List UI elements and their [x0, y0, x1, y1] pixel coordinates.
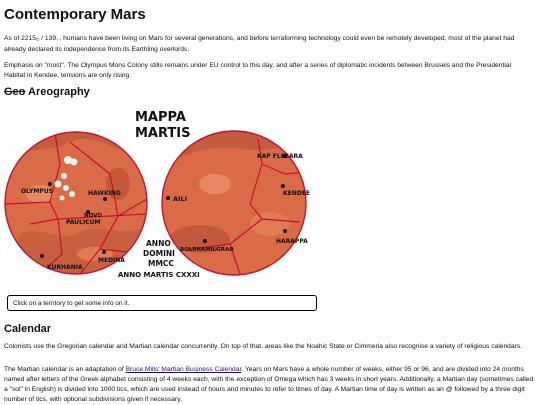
- map-date-line-1: ANNO: [146, 239, 171, 248]
- territory-kap-fleeara[interactable]: [257, 153, 303, 160]
- areography-heading: [4, 86, 90, 98]
- label-medina: MEDINA: [98, 257, 125, 264]
- map-date-line-3: MMCC: [148, 259, 174, 268]
- calendar-paragraph-1: Colonists use the Gregorian calendar and Martian calendar concurrently. On top of that, areas like the Noahic State or Cimmeria also recognise a variety of religious calendars.: [4, 343, 523, 350]
- map-title-line-2: MARTIS: [135, 126, 191, 141]
- western-hemisphere[interactable]: [5, 124, 147, 279]
- city-marker: [102, 250, 106, 254]
- intro-text-prefix: As of 2215: [4, 35, 36, 42]
- city-marker: [40, 254, 44, 258]
- intro-text-suffix: , humans have been living on Mars for several generations, and before terraforming technology could even be remotely developed, most of the planet had already declared its independence from its Earthling overlords.: [4, 35, 515, 53]
- intro-paragraph-2: Emphasis on "most". The Olympus Mons Colony stills remains under EU control to this day, and after a series of diplomatic incidents between Brussels and the Presidential Habitat in Kendee, tensions are only rising.: [4, 62, 512, 79]
- calendar-text-suffix: . Years on Mars have a whole number of weeks, either 95 or 96, and are divided into 24 months named after letters of the Greek alphabet consisting of 4 weeks each, with the exception of Omega which has 3 weeks in short years. Additionally, a Martian day (sometimes called a "sol" in English) is divided into 1000 tics, which are used instead of hours and minutes to refer to times of day. A Martian time of day is written as an @ followed by a three digit number of tics, with optional subdivisions given if necessary.: [4, 366, 534, 403]
- mars-year-symbol: ♂: [56, 37, 60, 42]
- map-title-line-1: MAPPA: [135, 110, 186, 125]
- label-olympus: OLYMPUS: [21, 188, 53, 195]
- city-marker: [283, 229, 287, 233]
- territory-info-box: Click on a territory to get some info on it.: [7, 295, 317, 311]
- label-hawking: HAWKING: [88, 190, 121, 197]
- label-kendee: KENDEE: [283, 190, 310, 197]
- calendar-heading: Calendar: [4, 323, 52, 335]
- label-novo: NOVO: [84, 213, 102, 219]
- city-marker: [281, 184, 285, 188]
- city-marker: [203, 239, 207, 243]
- earth-year-symbol: ©: [35, 37, 40, 42]
- label-kurhania: KURHANIA: [47, 264, 83, 271]
- calendar-text-prefix: The Martian calendar is an adaptation of: [4, 366, 126, 373]
- map-date-line-4: ANNO MARTIS CXXXI: [118, 271, 200, 279]
- intro-text-mid: / 139: [39, 35, 57, 42]
- page-title: Contemporary Mars: [4, 6, 146, 23]
- mars-map[interactable]: [0, 104, 330, 289]
- city-marker: [103, 197, 107, 201]
- city-marker: [48, 182, 52, 186]
- calendar-paragraph-2: [4, 365, 534, 405]
- label-paulicum: PAULICUM: [66, 219, 101, 226]
- intro-paragraph-1: [4, 34, 534, 55]
- label-kap-fleeara: KAP FLEEARA: [257, 153, 303, 160]
- label-aili: AILI: [173, 195, 188, 203]
- city-marker: [166, 196, 170, 200]
- struck-word: Geo: [4, 86, 26, 98]
- label-harappa: HARAPPA: [276, 238, 308, 245]
- label-bolshamilgrad: BOLSHAMILGRAD: [180, 247, 234, 253]
- map-date-line-2: DOMINI: [143, 249, 175, 258]
- areography-heading-text: Areography: [25, 86, 90, 98]
- martian-calendar-link[interactable]: Bruce Mills' Martian Business Calendar: [125, 366, 242, 373]
